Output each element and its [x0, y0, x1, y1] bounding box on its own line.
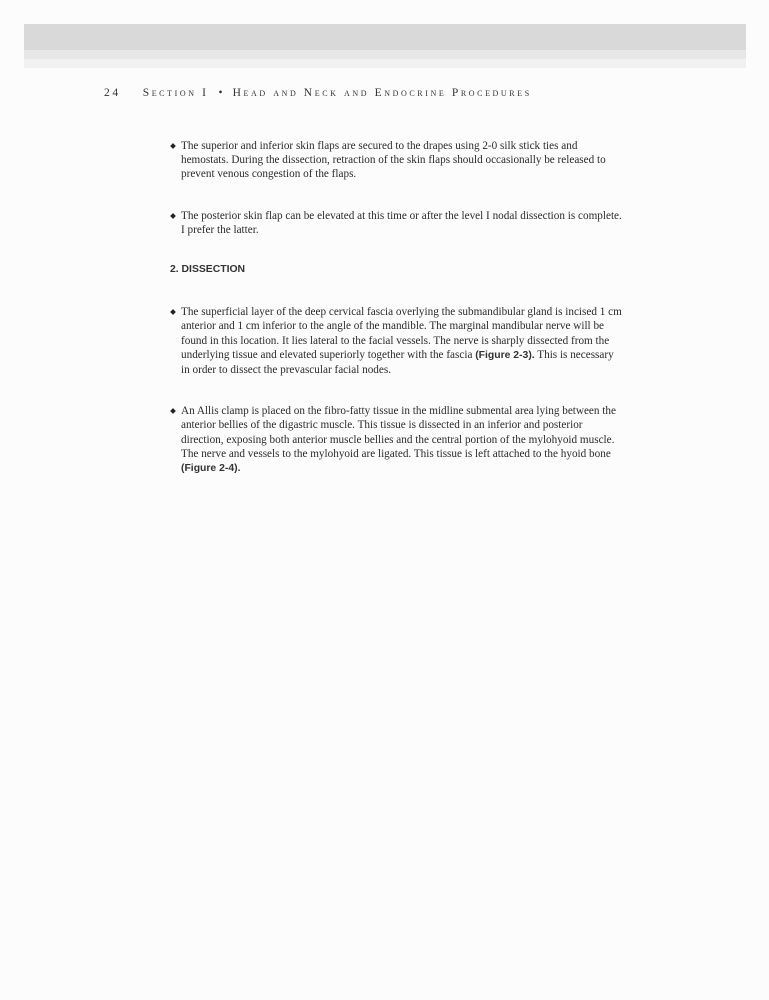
bullet-item — [170, 404, 622, 476]
top-banner-shade — [24, 50, 746, 59]
page-number: 24 — [104, 87, 121, 99]
figure-reference: (Figure 2-3). — [475, 349, 535, 361]
bullet-item — [170, 209, 622, 237]
bullet-text: An Allis clamp is placed on the fibro-fatty tissue in the midline submental area lying between the anterior bellies of the digastric muscle. This tissue is dissected in an inferior and posterior direction, exposing both anterior muscle bellies and the central portion of the mylohyoid muscle. The nerve and vessels to the mylohyoid are ligated. This tissue is left attached to the hyoid bone — [181, 405, 616, 460]
bullet-text: The posterior skin flap can be elevated at this time or after the level I nodal dissection is complete. I prefer the latter. — [181, 209, 622, 236]
running-header — [104, 87, 532, 99]
bullet-item — [170, 305, 622, 377]
section-label: Section I — [142, 87, 209, 99]
page-body — [170, 139, 622, 503]
diamond-bullet-icon — [170, 143, 176, 149]
bullet-text: The superficial layer of the deep cervical fascia overlying the submandibular gland is incised 1 cm anterior and 1 cm inferior to the angle of the mandible. The marginal mandibular nerve will be found in this location. It lies lateral to the facial vessels. The nerve is sharply dissected from the underlying tissue and elevated superiorly together with the fascia — [181, 306, 622, 361]
diamond-bullet-icon — [170, 408, 176, 414]
figure-reference: (Figure 2-4). — [181, 463, 241, 475]
bullet-text-end: This is necessary in order to dissect the prevascular facial nodes. — [181, 348, 614, 377]
top-banner — [24, 24, 746, 50]
top-banner-fade — [24, 59, 746, 68]
diamond-bullet-icon — [170, 213, 176, 219]
bullet-text: The superior and inferior skin flaps are secured to the drapes using 2-0 silk stick ties and hemostats. During the dissection, retraction of the skin flaps should occasionally be released to prevent venous congestion of the flaps. — [181, 140, 606, 181]
chapter-title: Head and Neck and Endocrine Procedures — [232, 87, 532, 99]
bullet-item — [170, 139, 622, 182]
header-separator: • — [218, 87, 223, 99]
diamond-bullet-icon — [170, 309, 176, 315]
section-heading: 2. DISSECTION — [170, 264, 246, 276]
